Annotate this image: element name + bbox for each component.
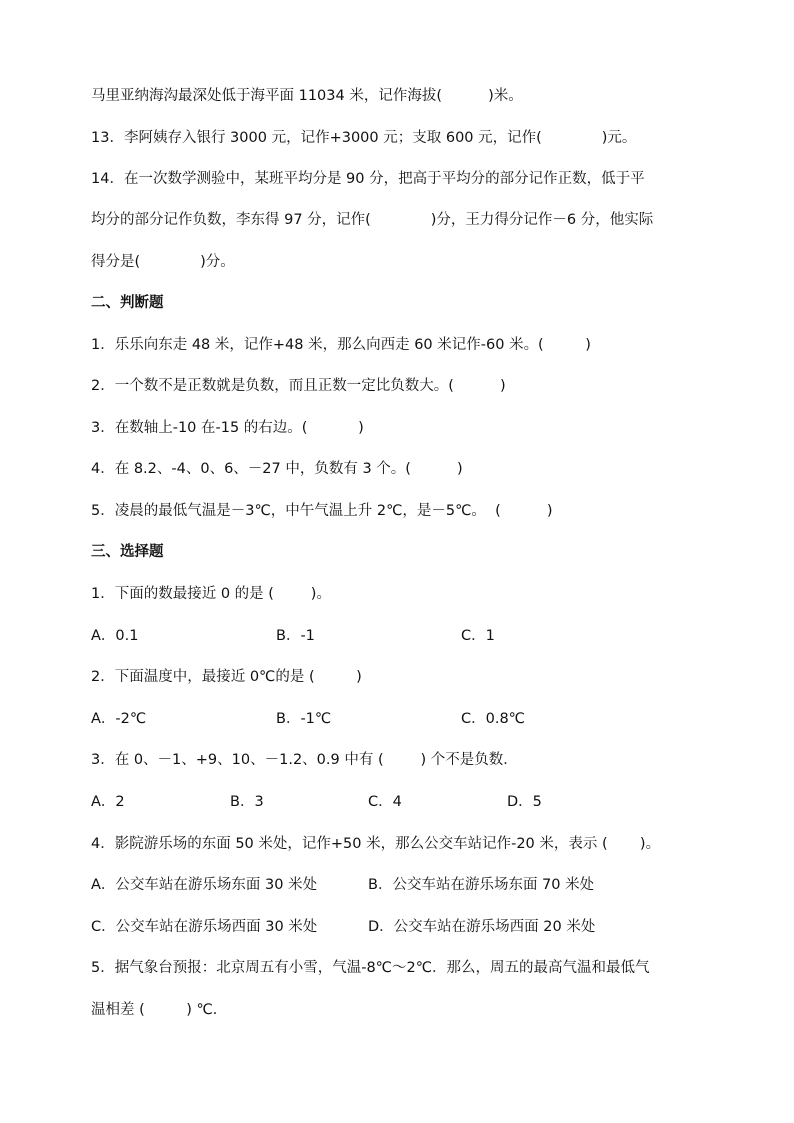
judge-item-5: 5．凌晨的最低气温是－3℃，中午气温上升 2℃，是－5℃。 ( ) xyxy=(91,503,553,519)
choice-q4-option-a: A．公交车站在游乐场东面 30 米处 xyxy=(91,877,318,893)
choice-q1-stem: 1．下面的数最接近 0 的是 ( )。 xyxy=(91,586,331,602)
choice-q4-option-c: C．公交车站在游乐场西面 30 米处 xyxy=(91,919,318,935)
judge-section-heading: 二、判断题 xyxy=(91,295,164,311)
q14-text-line3: 得分是( )分。 xyxy=(91,254,235,270)
choice-q1-option-a: A．0.1 xyxy=(91,628,139,644)
judge-item-2: 2．一个数不是正数就是负数，而且正数一定比负数大。( ) xyxy=(91,378,506,394)
choice-q2-option-c: C．0.8℃ xyxy=(461,711,525,727)
choice-q1-option-b: B．-1 xyxy=(276,628,315,644)
choice-q3-option-a: A．2 xyxy=(91,794,125,810)
choice-q4-option-b: B．公交车站在游乐场东面 70 米处 xyxy=(368,877,595,893)
choice-q5-stem-line1: 5．据气象台预报：北京周五有小雪，气温-8℃～2℃．那么，周五的最高气温和最低气 xyxy=(91,960,650,976)
choice-q4-stem: 4．影院游乐场的东面 50 米处，记作+50 米，那么公交车站记作-20 米，表示 ( )。 xyxy=(91,836,661,852)
judge-item-4: 4．在 8.2、-4、0、6、－27 中，负数有 3 个。( ) xyxy=(91,461,463,477)
q14-text-line2: 均分的部分记作负数，李东得 97 分，记作( )分，王力得分记作－6 分，他实际 xyxy=(91,212,654,228)
q12-tail-text: 马里亚纳海沟最深处低于海平面 11034 米，记作海拔( )米。 xyxy=(91,88,523,104)
choice-q3-option-d: D．5 xyxy=(507,794,542,810)
choice-q4-option-d: D．公交车站在游乐场西面 20 米处 xyxy=(368,919,596,935)
choice-q5-stem-line2: 温相差 ( ) ℃． xyxy=(91,1002,228,1018)
choice-section-heading: 三、选择题 xyxy=(91,544,164,560)
choice-q1-option-c: C．1 xyxy=(461,628,495,644)
choice-q2-option-a: A．-2℃ xyxy=(91,711,147,727)
judge-item-1: 1．乐乐向东走 48 米，记作+48 米，那么向西走 60 米记作-60 米。( ) xyxy=(91,337,591,353)
judge-item-3: 3．在数轴上-10 在-15 的右边。( ) xyxy=(91,420,364,436)
choice-q3-stem: 3．在 0、－1、+9、10、－1.2、0.9 中有 ( ) 个不是负数． xyxy=(91,752,518,768)
q14-text-line1: 14．在一次数学测验中，某班平均分是 90 分，把高于平均分的部分记作正数，低于平 xyxy=(91,171,645,187)
choice-q3-option-b: B．3 xyxy=(230,794,264,810)
choice-q2-stem: 2．下面温度中，最接近 0℃的是 ( ) xyxy=(91,669,362,685)
choice-q3-option-c: C．4 xyxy=(368,794,402,810)
q13-text: 13．李阿姨存入银行 3000 元，记作+3000 元；支取 600 元，记作( )元。 xyxy=(91,130,637,146)
choice-q2-option-b: B．-1℃ xyxy=(276,711,332,727)
